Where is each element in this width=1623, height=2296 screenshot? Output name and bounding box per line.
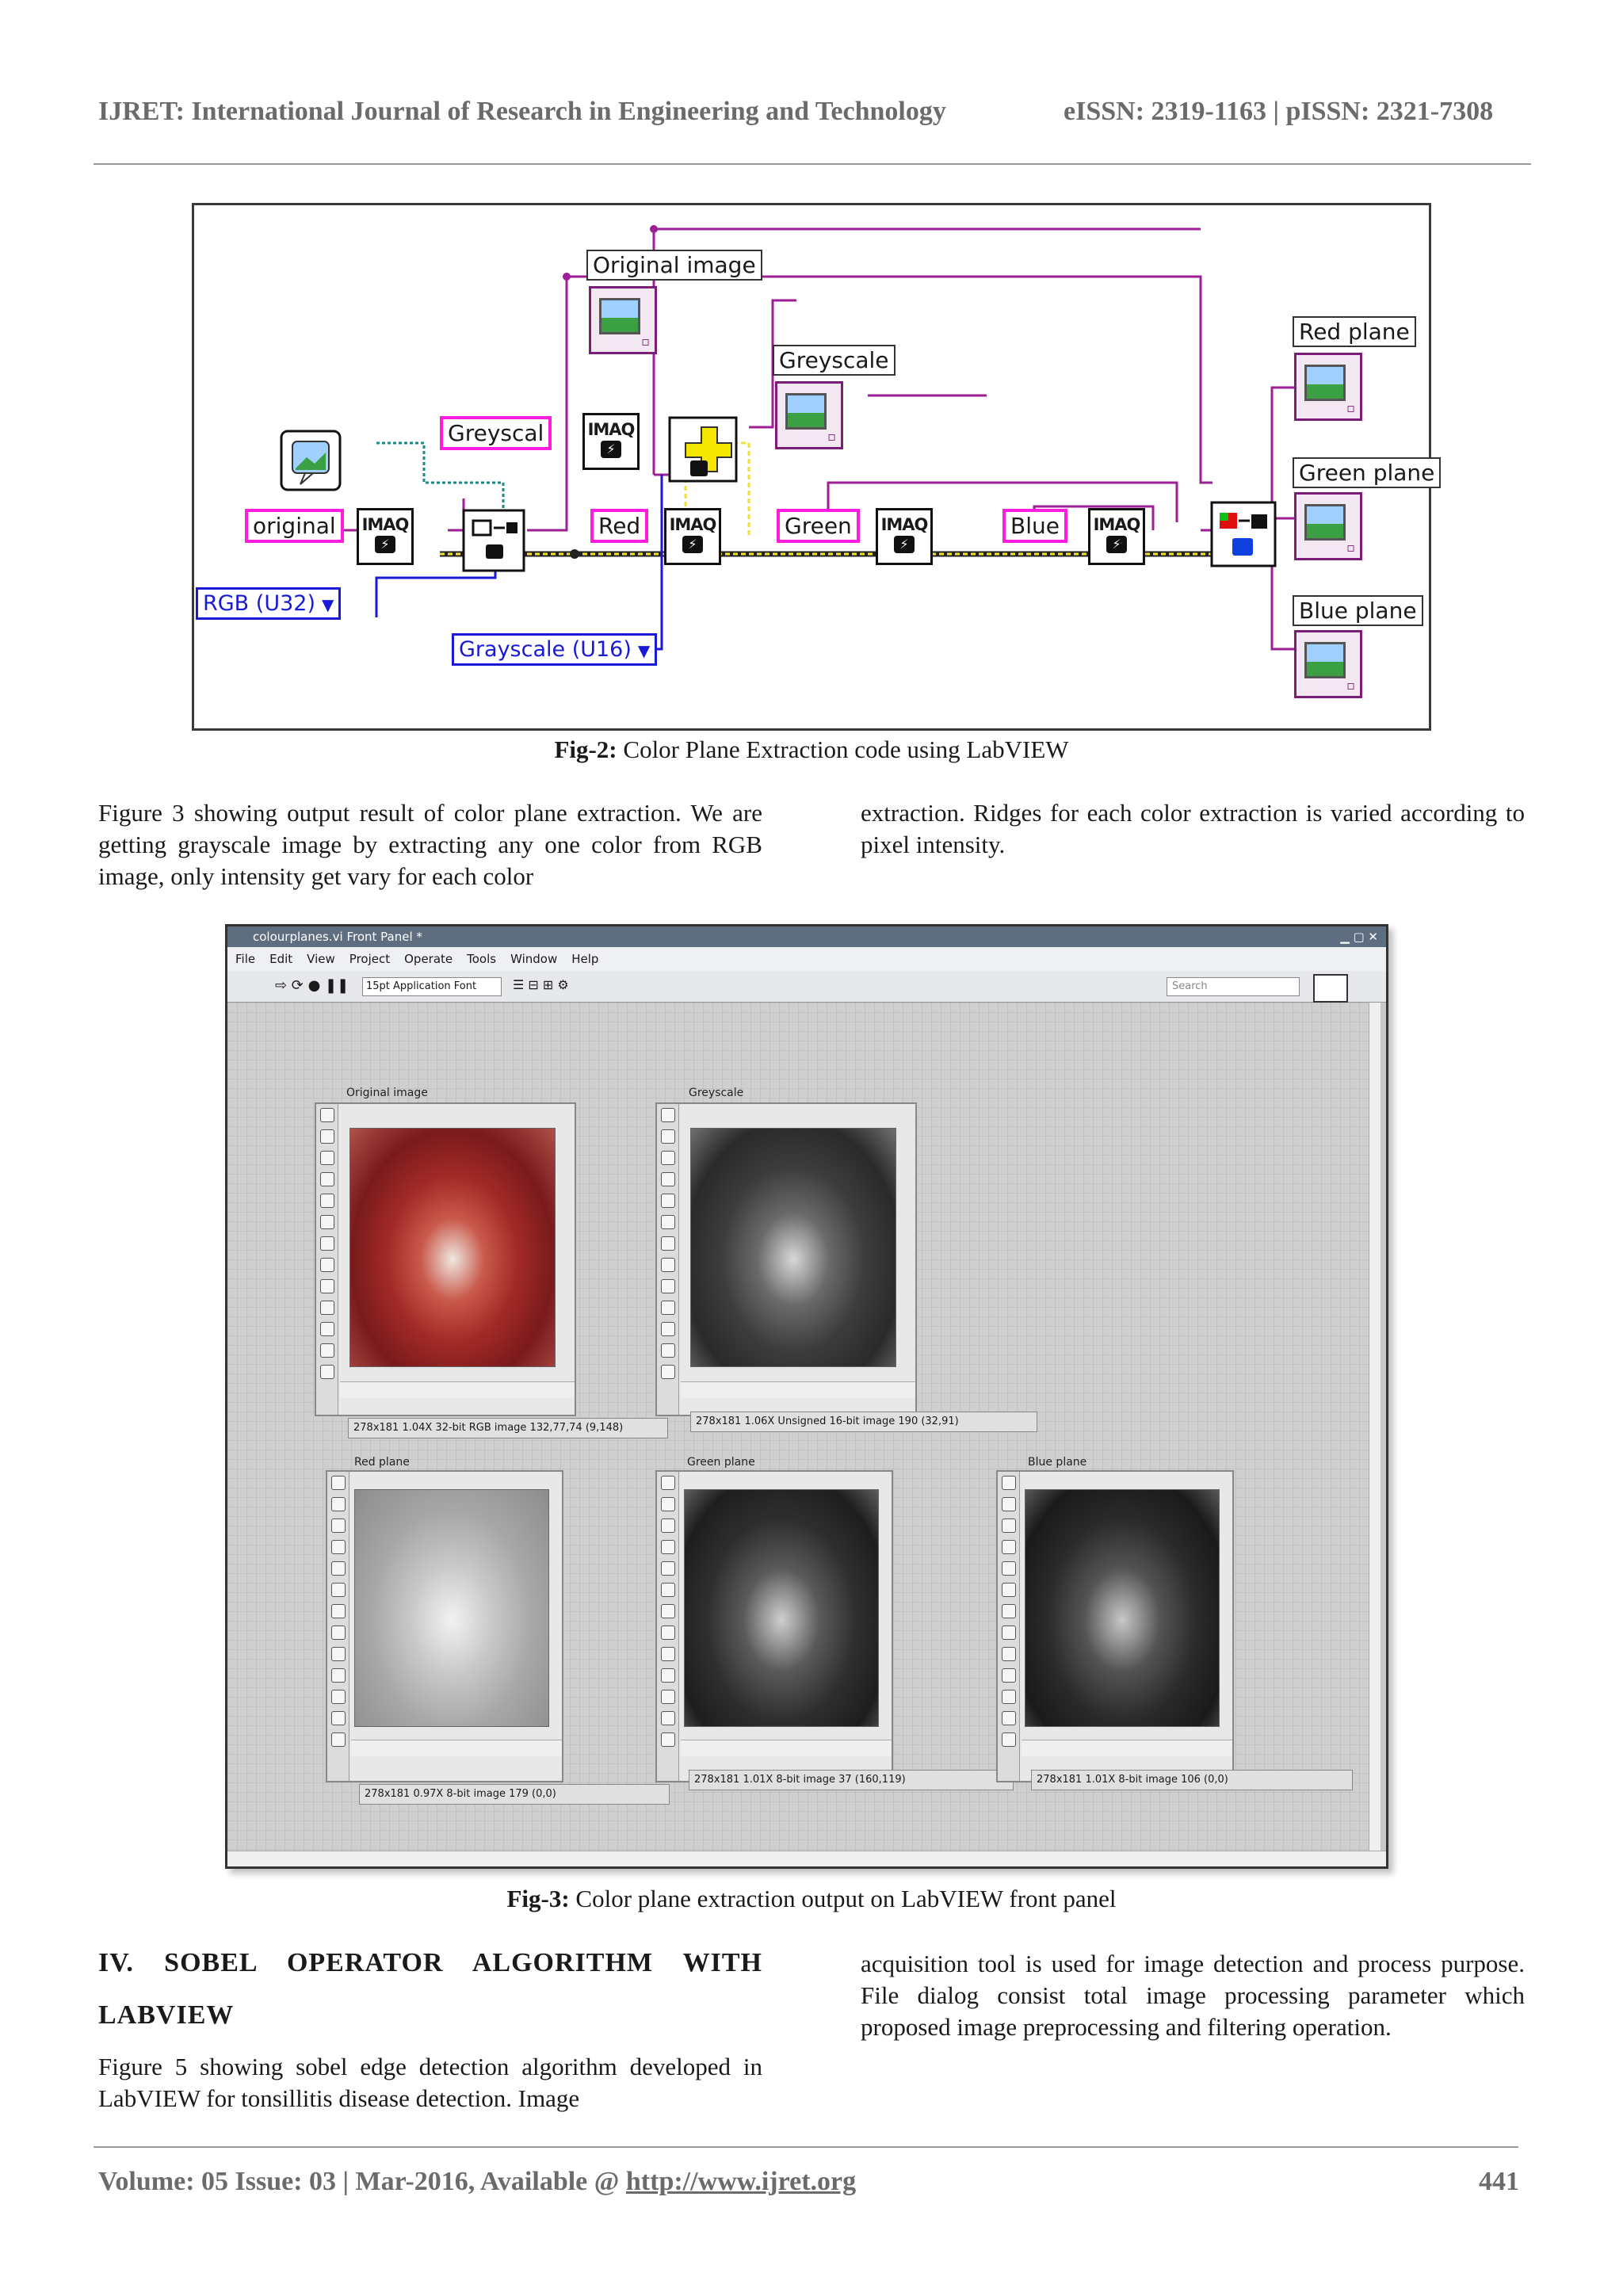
label-red-plane: Red plane bbox=[1293, 316, 1416, 347]
image-display-icon bbox=[785, 393, 827, 430]
align-distribute-icons[interactable]: ☰ ⊟ ⊞ ⚙ bbox=[513, 977, 569, 992]
menu-item-view[interactable]: View bbox=[307, 952, 335, 966]
greyscale-image-display[interactable] bbox=[655, 1102, 917, 1416]
footer-volume-text: Volume: 05 Issue: 03 | Mar-2016, Available @ bbox=[98, 2167, 626, 2196]
horizontal-scrollbar[interactable] bbox=[227, 1851, 1386, 1867]
image-tools-palette[interactable] bbox=[657, 1472, 679, 1781]
status-green-plane: 278x181 1.01X 8-bit image 37 (160,119) bbox=[689, 1770, 1014, 1790]
section-heading-line2: LABVIEW bbox=[98, 2000, 235, 2030]
image-scrollbar[interactable] bbox=[340, 1381, 575, 1398]
footer-volume bbox=[98, 2167, 856, 2197]
rgb-u32-ring[interactable] bbox=[196, 587, 341, 620]
imaq-node-icon: ⚡ bbox=[1106, 536, 1127, 553]
imaq-greyscale-node[interactable] bbox=[582, 413, 640, 470]
imaq-node-icon: ⚡ bbox=[375, 536, 395, 553]
image-tools-palette[interactable] bbox=[327, 1472, 349, 1781]
block-diagram-wires bbox=[194, 205, 1429, 728]
fig2-caption-text: Color Plane Extraction code using LabVIEW bbox=[617, 735, 1069, 763]
label-green-plane: Green plane bbox=[1293, 457, 1441, 488]
label-original-constant: original bbox=[245, 509, 344, 543]
window-controls-icon[interactable]: ▁ ▢ ✕ bbox=[1340, 930, 1378, 944]
green-plane-terminal[interactable] bbox=[1294, 492, 1362, 560]
create-image-icon bbox=[281, 431, 340, 490]
image-display-icon bbox=[599, 298, 640, 334]
block-diagram-figure bbox=[192, 203, 1435, 731]
imaq-blue-node[interactable] bbox=[1088, 508, 1145, 565]
original-image-display[interactable] bbox=[315, 1102, 576, 1416]
control-label-blue-plane: Blue plane bbox=[1028, 1456, 1087, 1469]
image-display-icon bbox=[1304, 365, 1346, 401]
menu-item-help[interactable]: Help bbox=[571, 952, 599, 966]
paragraph-right-2: acquisition tool is used for image detection and process purpose. File dialog consist total image processing parameter which proposed image preprocessing and filtering operation. bbox=[861, 1950, 1525, 2041]
label-original-image: Original image bbox=[586, 250, 762, 281]
dropdown-arrow-icon: ▼ bbox=[637, 641, 651, 660]
fig3-caption-label: Fig-3: bbox=[506, 1885, 570, 1912]
control-label-red-plane: Red plane bbox=[354, 1456, 410, 1469]
rgb-ring-label: RGB (U32) bbox=[203, 591, 315, 616]
front-panel-figure bbox=[225, 924, 1388, 1869]
menu-item-edit[interactable]: Edit bbox=[269, 952, 293, 966]
image-scrollbar[interactable] bbox=[1022, 1740, 1232, 1756]
imaq-create-node[interactable] bbox=[357, 508, 414, 565]
terminal-marker: ▫ bbox=[827, 429, 836, 444]
window-title: colourplanes.vi Front Panel * bbox=[253, 930, 422, 944]
terminal-marker: ▫ bbox=[1346, 540, 1355, 555]
menu-item-file[interactable]: File bbox=[235, 952, 256, 966]
grayscale-ring-label: Grayscale (U16) bbox=[459, 637, 632, 662]
fig2-caption-label: Fig-2: bbox=[554, 735, 617, 763]
paragraph-right-1: extraction. Ridges for each color extraction is varied according to pixel intensity. bbox=[861, 799, 1525, 858]
imaq-node-icon: ⚡ bbox=[894, 536, 915, 553]
vi-icon bbox=[1313, 974, 1348, 1003]
terminal-marker: ▫ bbox=[1346, 678, 1355, 693]
green-plane-image-view bbox=[684, 1489, 879, 1727]
status-original: 278x181 1.04X 32-bit RGB image 132,77,74 (9,148) bbox=[348, 1418, 668, 1438]
grayscale-u16-ring[interactable] bbox=[452, 633, 657, 666]
header-rule bbox=[94, 163, 1531, 165]
image-tools-palette[interactable] bbox=[316, 1104, 338, 1415]
run-controls-icon[interactable]: ⇨ ⟳ ● ❚❚ bbox=[275, 977, 349, 994]
status-red-plane-text: 278x181 0.97X 8-bit image 179 (0,0) bbox=[359, 1784, 670, 1805]
imaq-node-icon: ⚡ bbox=[682, 536, 703, 553]
journal-title: IJRET: International Journal of Research in Engineering and Technology bbox=[98, 97, 946, 126]
imaq-text: IMAQ bbox=[587, 420, 635, 439]
imaq-text: IMAQ bbox=[361, 515, 409, 534]
toolbar bbox=[227, 971, 1386, 1003]
blue-plane-terminal[interactable] bbox=[1294, 630, 1362, 698]
page-number: 441 bbox=[1479, 2167, 1519, 2196]
image-tools-palette[interactable] bbox=[657, 1104, 679, 1415]
image-copy-icon bbox=[670, 418, 736, 481]
label-blue-plane: Blue plane bbox=[1293, 595, 1423, 626]
menu-item-window[interactable]: Window bbox=[510, 952, 558, 966]
label-green-constant: Green bbox=[777, 509, 860, 543]
control-label-green-plane: Green plane bbox=[687, 1456, 755, 1469]
greyscale-image-view bbox=[690, 1128, 896, 1367]
red-plane-image-display[interactable] bbox=[326, 1470, 563, 1782]
fig2-caption bbox=[0, 735, 1623, 764]
font-selector[interactable]: 15pt Application Font bbox=[362, 977, 502, 996]
image-scrollbar[interactable] bbox=[681, 1740, 892, 1756]
journal-link[interactable]: http://www.ijret.org bbox=[625, 2167, 857, 2196]
blue-plane-image-display[interactable] bbox=[996, 1470, 1234, 1782]
label-greyscale: Greyscale bbox=[773, 345, 896, 376]
vertical-scrollbar[interactable] bbox=[1369, 1003, 1381, 1851]
fig3-caption-text: Color plane extraction output on LabVIEW front panel bbox=[569, 1885, 1117, 1912]
dropdown-arrow-icon: ▼ bbox=[321, 595, 334, 614]
menu-bar bbox=[227, 947, 1386, 971]
green-plane-image-display[interactable] bbox=[655, 1470, 893, 1782]
blue-plane-image-view bbox=[1025, 1489, 1220, 1727]
fig3-caption bbox=[0, 1885, 1623, 1913]
greyscale-terminal[interactable] bbox=[775, 381, 843, 449]
red-plane-terminal[interactable] bbox=[1294, 353, 1362, 421]
extract-color-planes-icon bbox=[1212, 502, 1275, 566]
menu-item-operate[interactable]: Operate bbox=[404, 952, 453, 966]
image-tools-palette[interactable] bbox=[998, 1472, 1020, 1781]
menu-item-project[interactable]: Project bbox=[349, 952, 391, 966]
status-blue-plane: 278x181 1.01X 8-bit image 106 (0,0) bbox=[1031, 1770, 1353, 1790]
terminal-marker: ▫ bbox=[641, 334, 650, 349]
image-display-icon bbox=[1304, 504, 1346, 541]
red-plane-image-view bbox=[354, 1489, 549, 1727]
control-label-greyscale: Greyscale bbox=[689, 1087, 744, 1099]
cast-image-icon bbox=[464, 510, 524, 571]
imaq-red-node[interactable] bbox=[664, 508, 721, 565]
imaq-text: IMAQ bbox=[669, 515, 716, 534]
imaq-text: IMAQ bbox=[880, 515, 928, 534]
imaq-text: IMAQ bbox=[1093, 515, 1140, 534]
menu-item-tools[interactable]: Tools bbox=[467, 952, 497, 966]
footer-rule bbox=[94, 2146, 1518, 2148]
issn: eISSN: 2319-1163 | pISSN: 2321-7308 bbox=[1064, 97, 1494, 126]
paragraph-left-1: Figure 3 showing output result of color plane extraction. We are getting grayscale image by extracting any one color from RGB image, only intensity get vary for each color bbox=[98, 799, 762, 890]
control-label-original: Original image bbox=[346, 1087, 428, 1099]
imaq-green-node[interactable] bbox=[876, 508, 933, 565]
status-greyscale: 278x181 1.06X Unsigned 16-bit image 190 (32,91) bbox=[690, 1412, 1037, 1432]
window-titlebar bbox=[227, 926, 1386, 947]
original-image-terminal[interactable] bbox=[589, 286, 657, 354]
terminal-marker: ▫ bbox=[1346, 400, 1355, 415]
image-display-icon bbox=[1304, 642, 1346, 678]
label-greyscal-constant: Greyscal bbox=[440, 416, 552, 450]
image-scrollbar[interactable] bbox=[351, 1740, 562, 1756]
original-image-view bbox=[349, 1128, 556, 1367]
search-input[interactable]: Search bbox=[1167, 977, 1300, 996]
paragraph-left-2: Figure 5 showing sobel edge detection algorithm developed in LabVIEW for tonsillitis disease detection. Image bbox=[98, 2053, 762, 2112]
imaq-node-icon: ⚡ bbox=[601, 441, 621, 458]
label-blue-constant: Blue bbox=[1002, 509, 1067, 543]
image-scrollbar[interactable] bbox=[681, 1381, 915, 1398]
section-heading-line1: IV. SOBEL OPERATOR ALGORITHM WITH bbox=[98, 1948, 762, 1977]
label-red-constant: Red bbox=[590, 509, 648, 543]
